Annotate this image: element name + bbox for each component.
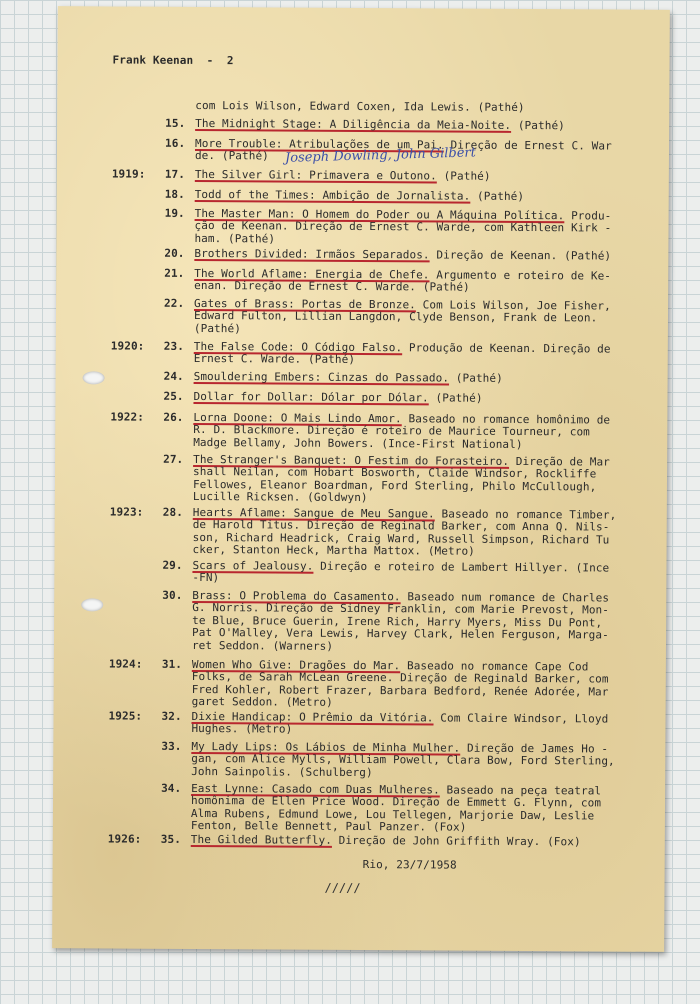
entry-continuation-line: de Harold Titus. Direção de Reginald Barker, com Anna Q. Nils- xyxy=(192,518,610,534)
film-title: The Stranger's Banquet: O Festim do Forasteiro. xyxy=(193,452,510,468)
film-title: The False Code: O Código Falso. xyxy=(193,339,403,355)
entry-continuation-line: Alma Rubens, Edmund Lowe, Lou Tellegen, Marjorie Daw, Leslie xyxy=(190,806,595,823)
entry-text: (Pathé) xyxy=(511,118,565,133)
entry-continuation-line: Lucille Ricksen. (Goldwyn) xyxy=(192,490,368,505)
entry-year: 1922: xyxy=(110,410,145,424)
film-title: Brothers Divided: Irmãos Separados. xyxy=(194,246,430,262)
film-title: The Silver Girl: Primavera e Outono. xyxy=(194,167,437,183)
entry-text: Produção de Keenan. Direção de xyxy=(402,341,611,356)
film-title: Todd of the Times: Ambição de Jornalista. xyxy=(194,187,471,203)
handwritten-note: Joseph Dowling, John Gilbert xyxy=(284,145,477,166)
entry-number: 27. xyxy=(163,452,184,466)
entry-year: 1919: xyxy=(111,167,146,181)
entry-year: 1923: xyxy=(109,505,144,519)
entry-number: 23. xyxy=(163,339,185,353)
entry-number: 32. xyxy=(161,709,182,723)
film-title: Dixie Handicap: O Prêmio da Vitória. xyxy=(191,709,434,725)
entry-continuation-line: G. Norris. Direção de Sidney Franklin, com Marie Prevost, Mon- xyxy=(192,601,610,617)
entry-continuation-line: son, Richard Headrick, Craig Ward, Russell Simpson, Richard Tu xyxy=(192,530,610,547)
entry-continuation-line: ção de Keenan. Direção de Ernest C. Warde, com Kathleen Kirk - xyxy=(194,219,612,235)
entry-continuation-line: Hughes. (Metro) xyxy=(191,722,293,736)
end-marks: ///// xyxy=(324,880,361,896)
entry-number: 24. xyxy=(163,369,184,383)
entry-continuation-line: Madge Bellamy, John Bowers. (Ince-First National) xyxy=(193,435,523,451)
entry-continuation-line: cker, Stanton Heck, Martha Mattox. (Metro) xyxy=(192,543,475,558)
entry-continuation-line: de. (Pathé) xyxy=(194,149,269,163)
entry-text: (Pathé) xyxy=(470,189,525,203)
entry-number: 25. xyxy=(163,389,184,403)
entry-continuation-line: te Blue, Bruce Guerin, Irene Rich, Harry Myers, Miss Du Pont, xyxy=(192,613,603,630)
entry-number: 34. xyxy=(161,781,182,795)
film-title: Women Who Give: Dragões do Mar. xyxy=(191,657,401,673)
entry-text: Baseado num romance de Charles xyxy=(400,590,610,605)
entry-continuation-line: -FN) xyxy=(192,571,220,585)
entry-line xyxy=(191,833,581,848)
entry-text: Direção e roteiro de Lambert Hillyer. (Ince xyxy=(313,559,610,575)
place-date: Rio, 23/7/1958 xyxy=(362,858,457,872)
entry-continuation-line: R. D. Blackmore. Direção é roteiro de Maurice Tourneur, com xyxy=(193,423,590,439)
entry-number: 18. xyxy=(164,187,185,201)
binder-hole xyxy=(83,371,105,384)
entry-line xyxy=(193,390,482,405)
entry-number: 19. xyxy=(164,206,185,220)
entry-continuation-line: ret Seddon. (Warners) xyxy=(191,638,334,653)
entry-continuation-line: enan. Direção de Ernest C. Warde. (Pathé) xyxy=(194,279,470,295)
entry-continuation-line: Fellowes, Eleanor Boardman, Ford Sterling, Philo McCullough, xyxy=(192,477,597,494)
entry-continuation-line: (Pathé) xyxy=(193,321,242,336)
entry-continuation-line: Fenton, Belle Bennett, Paul Panzer. (Fox) xyxy=(190,819,467,834)
entry-continuation-line: Edward Fulton, Lillian Langdon, Clyde Benson, Frank de Leon. xyxy=(193,309,598,325)
entry-line xyxy=(195,168,491,183)
entry-number: 33. xyxy=(161,739,182,753)
entry-year: 1924: xyxy=(108,657,143,671)
film-title: East Lynne: Casado com Duas Mulheres. xyxy=(191,781,440,797)
entry-number: 31. xyxy=(161,657,183,671)
film-title: The World Aflame: Energia de Chefe. xyxy=(194,266,430,282)
film-title: Gates of Brass: Portas de Bronze. xyxy=(194,296,416,312)
entry-line xyxy=(195,117,565,132)
film-title: Lorna Doone: O Mais Lindo Amor. xyxy=(193,410,402,426)
entry-year: 1920: xyxy=(110,339,145,353)
entry-continuation-line: shall Neilan, com Hobart Bosworth, Claide Windsor, Rockliffe xyxy=(193,465,597,481)
film-title: Hearts Aflame: Sangue de Meu Sangue. xyxy=(192,505,435,521)
entry-text: (Pathé) xyxy=(436,169,491,183)
entry-text: Baseado na peça teatral xyxy=(439,783,602,798)
entry-number: 22. xyxy=(164,296,185,310)
entry-text: Com Claire Windsor, Lloyd xyxy=(433,711,609,726)
entry-text: Baseado no romance homônimo de xyxy=(401,412,611,427)
entry-number: 15. xyxy=(165,116,186,130)
film-title: The Gilded Butterfly. xyxy=(190,832,333,847)
entry-continuation-line: Ernest C. Warde. (Pathé) xyxy=(193,352,356,367)
entry-continuation-line: ham. (Pathé) xyxy=(194,231,276,246)
entry-text: (Pathé) xyxy=(449,371,503,385)
binder-hole xyxy=(81,598,103,611)
entry-text: Direção de Keenan. (Pathé) xyxy=(429,248,612,263)
entry-number: 16. xyxy=(165,136,186,150)
entry-continuation-line: gan, com Alice Mylls, William Powell, Clara Bow, Ford Sterling, xyxy=(191,752,615,768)
entry-number: 29. xyxy=(162,558,183,572)
entry-line xyxy=(195,188,524,203)
typewritten-page xyxy=(52,6,670,952)
film-title: Scars of Jealousy. xyxy=(192,558,314,573)
entry-number: 21. xyxy=(164,266,185,280)
entry-text: Direção de Ernest C. War xyxy=(443,138,612,153)
film-title: Brass: O Problema do Casamento. xyxy=(192,588,401,604)
page-header: Frank Keenan - 2 xyxy=(112,53,234,68)
entry-text: Com Lois Wilson, Joe Fisher, xyxy=(415,298,611,313)
entry-text: Baseado no romance Cape Cod xyxy=(400,659,589,674)
film-title: The Master Man: O Homem do Poder ou A Máquina Política. xyxy=(194,206,565,223)
entry-text: Direção de Mar xyxy=(509,454,610,469)
film-title: The Midnight Stage: A Diligência da Meia-Noite. xyxy=(195,116,512,132)
entry-line xyxy=(194,247,611,263)
entry-number: 26. xyxy=(163,410,184,424)
entry-text: Baseado no romance Timber, xyxy=(434,507,617,522)
entry-text: Argumento e roteiro de Ke- xyxy=(429,268,612,283)
entry-continuation-line: John Sainpolis. (Schulberg) xyxy=(191,764,373,779)
entry-continuation-line: Pat O'Malley, Vera Lewis, Harvey Clark, Helen Ferguson, Marga- xyxy=(192,626,609,642)
entry-number: 28. xyxy=(162,505,184,519)
entry-text: Direção de John Griffith Wray. (Fox) xyxy=(331,833,581,849)
entry-number: 17. xyxy=(164,167,186,181)
entry-line xyxy=(194,370,503,385)
film-title: My Lady Lips: Os Lábios de Minha Mulher. xyxy=(191,739,461,755)
entry-number: 30. xyxy=(162,588,183,602)
film-title: More Trouble: Atribulações de um Pai. xyxy=(195,136,444,152)
entry-number: 20. xyxy=(164,246,185,260)
entry-continuation-line: homônima de Ellen Price Wood. Direção de Emmett G. Flynn, com xyxy=(190,794,602,810)
entry-line xyxy=(192,559,609,575)
entry-year: 1925: xyxy=(108,709,143,723)
entry-text: Produ- xyxy=(564,209,612,223)
entry-continuation-line: garet Seddon. (Metro) xyxy=(191,695,333,710)
entry-text: Direção de James Ho - xyxy=(460,741,609,756)
intro-line: com Lois Wilson, Edward Coxen, Ida Lewis. (Pathé) xyxy=(195,98,525,114)
entry-year: 1926: xyxy=(107,832,142,846)
film-title: Smouldering Embers: Cinzas do Passado. xyxy=(193,369,450,385)
entry-number: 35. xyxy=(160,832,182,846)
film-title: Dollar for Dollar: Dólar por Dólar. xyxy=(193,389,429,405)
entry-continuation-line: Folks, de Sarah McLean Greene. Direção de Reginald Barker, com xyxy=(191,670,609,686)
entry-continuation-line: Fred Kohler, Robert Frazer, Barbara Bedford, Renée Adorée, Mar xyxy=(191,682,609,699)
entry-text: (Pathé) xyxy=(428,391,483,405)
